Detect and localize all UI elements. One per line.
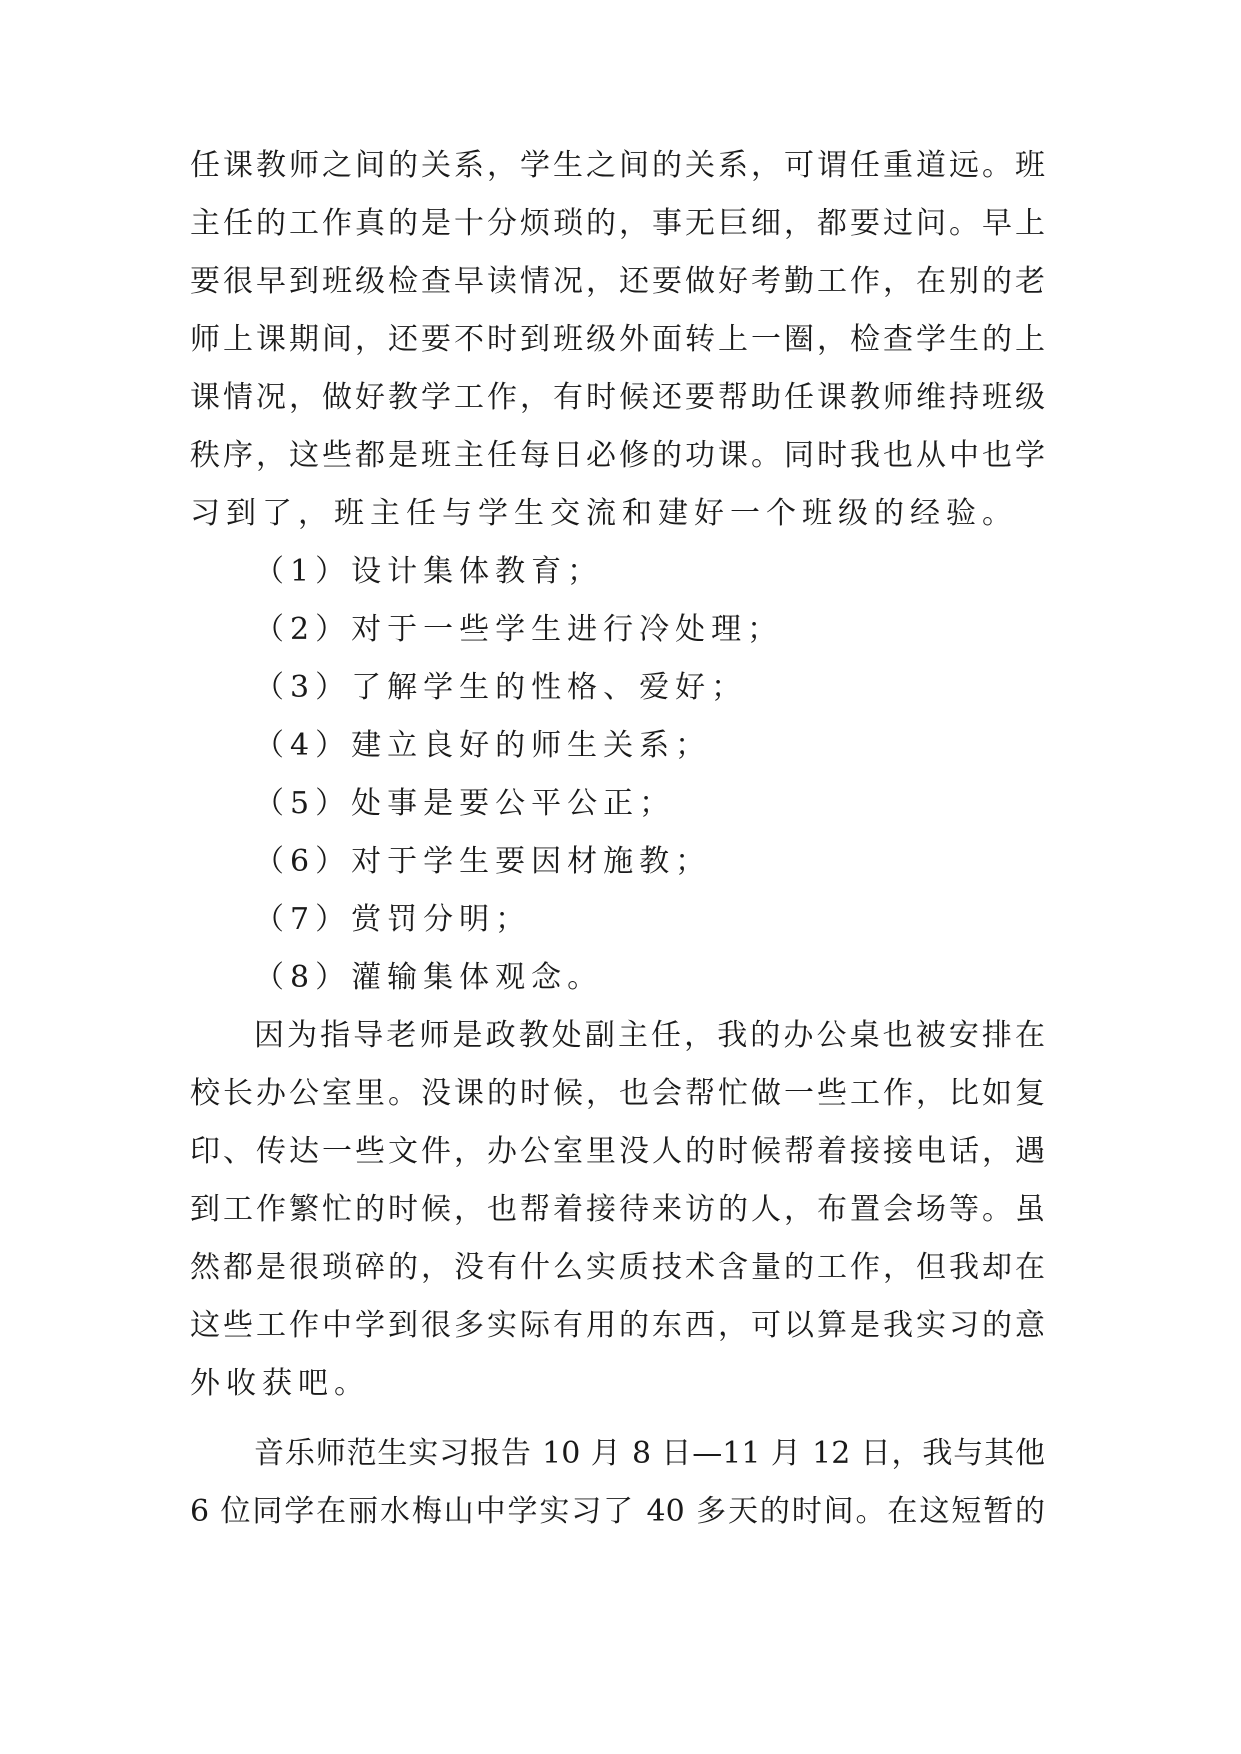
paragraph-2-line-6: 这些工作中学到很多实际有用的东西，可以算是我实习的意 <box>190 1308 1045 1343</box>
paragraph-1-line-6: 秩序，这些都是班主任每日必修的功课。同时我也从中也学 <box>190 438 1045 473</box>
paragraph-1-line-4: 师上课期间，还要不时到班级外面转上一圈，检查学生的上 <box>190 322 1045 357</box>
list-item-1: （1）设计集体教育； <box>254 554 604 589</box>
list-item-7: （7）赏罚分明； <box>254 902 532 937</box>
paragraph-2-line-7: 外收获吧。 <box>190 1366 370 1401</box>
paragraph-2-line-2: 校长办公室里。没课的时候，也会帮忙做一些工作，比如复 <box>190 1076 1045 1111</box>
paragraph-1-line-5: 课情况，做好教学工作，有时候还要帮助任课教师维持班级 <box>190 380 1045 415</box>
list-item-8: （8）灌输集体观念。 <box>254 960 604 995</box>
paragraph-3-line-2: 6 位同学在丽水梅山中学实习了 40 多天的时间。在这短暂的 <box>190 1494 1045 1529</box>
paragraph-1-line-3: 要很早到班级检查早读情况，还要做好考勤工作，在别的老 <box>190 264 1045 299</box>
list-item-2: （2）对于一些学生进行冷处理； <box>254 612 784 647</box>
paragraph-3-line-1: 音乐师范生实习报告 10 月 8 日—11 月 12 日，我与其他 <box>254 1436 1045 1471</box>
paragraph-2-line-4: 到工作繁忙的时候，也帮着接待来访的人，布置会场等。虽 <box>190 1192 1045 1227</box>
list-item-4: （4）建立良好的师生关系； <box>254 728 712 763</box>
paragraph-2-line-3: 印、传达一些文件，办公室里没人的时候帮着接接电话，遇 <box>190 1134 1045 1169</box>
list-item-5: （5）处事是要公平公正； <box>254 786 676 821</box>
paragraph-1-line-1: 任课教师之间的关系，学生之间的关系，可谓任重道远。班 <box>190 148 1045 183</box>
list-item-6: （6）对于学生要因材施教； <box>254 844 712 879</box>
paragraph-2-line-5: 然都是很琐碎的，没有什么实质技术含量的工作，但我却在 <box>190 1250 1045 1285</box>
list-item-3: （3）了解学生的性格、爱好； <box>254 670 748 705</box>
paragraph-1-line-2: 主任的工作真的是十分烦琐的，事无巨细，都要过问。早上 <box>190 206 1045 241</box>
paragraph-1-line-7: 习到了，班主任与学生交流和建好一个班级的经验。 <box>190 496 1018 531</box>
paragraph-2-line-1: 因为指导老师是政教处副主任，我的办公桌也被安排在 <box>254 1018 1045 1053</box>
